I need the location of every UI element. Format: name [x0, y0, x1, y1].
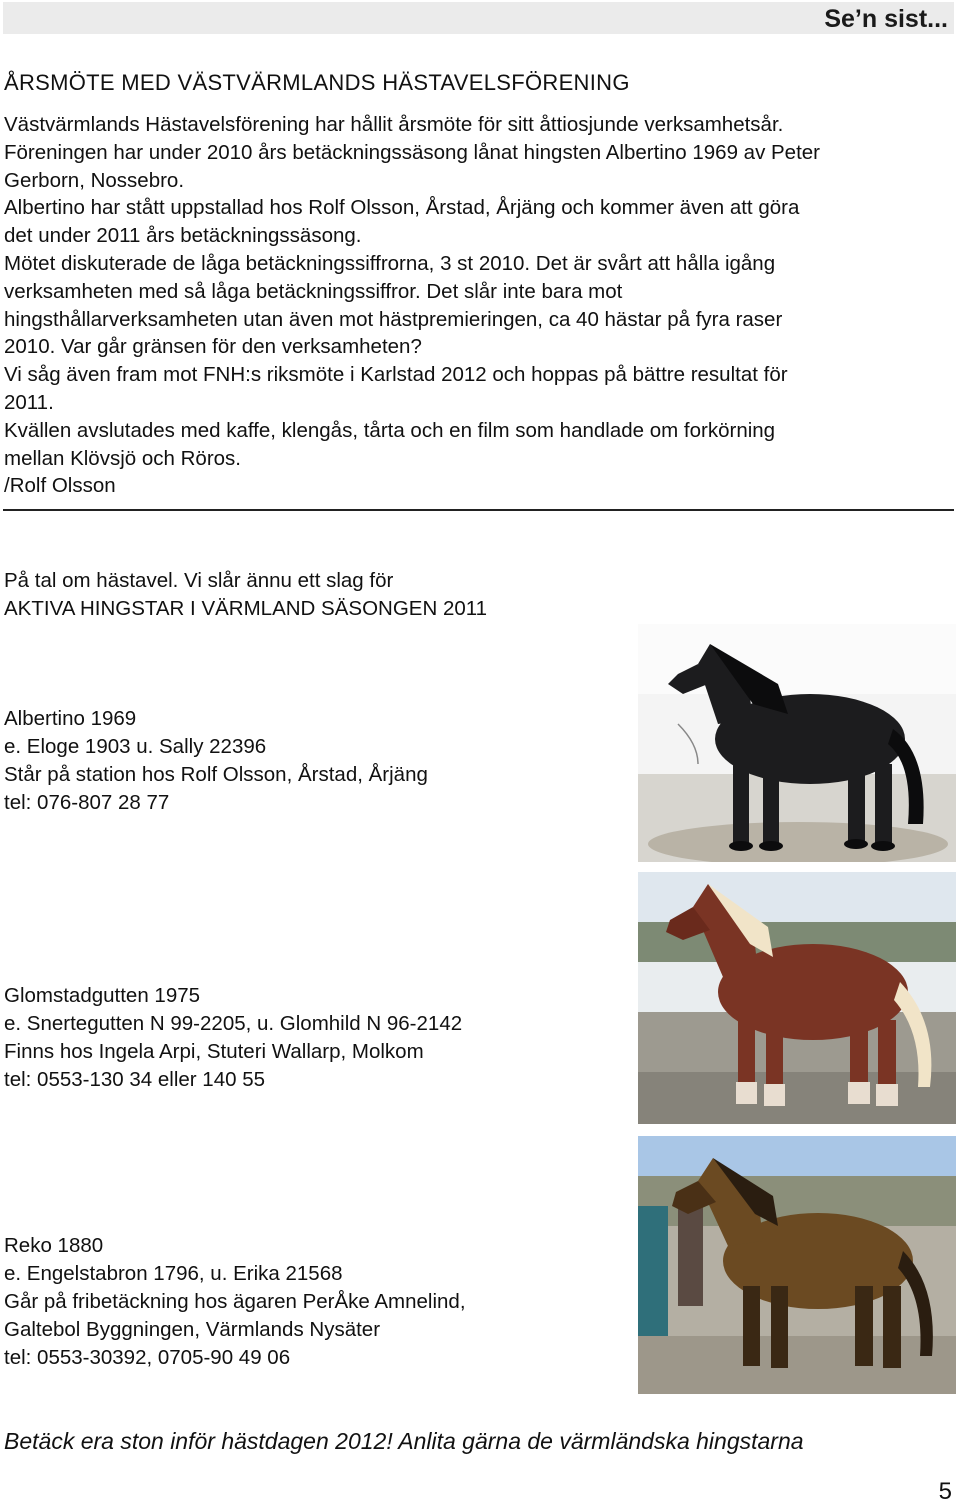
section-divider [3, 509, 954, 511]
page-number: 5 [938, 1478, 952, 1505]
dun-horse-image [638, 1136, 956, 1394]
chestnut-horse-image [638, 872, 956, 1124]
stallions-intro [4, 567, 487, 623]
article-line: hingsthållarverksamheten utan även mot hästpremieringen, ca 40 hästar på fyra raser [4, 307, 783, 331]
article-line: Västvärmlands Hästavelsförening har hållit årsmöte för sitt åttiosjunde verksamhetsår. [4, 113, 784, 136]
footer-note: Betäck era ston inför hästdagen 2012! Anlita gärna de värmländska hingstarna [4, 1428, 804, 1454]
stallion-phone: tel: 0553-130 34 eller 140 55 [4, 1068, 266, 1091]
article-line: Mötet diskuterade de låga betäckningssiffrorna, 3 st 2010. Det är svårt att hålla igång [4, 251, 776, 275]
intro-line: På tal om hästavel. Vi slår ännu ett slag för [4, 569, 394, 592]
stallion-name: Albertino 1969 [4, 707, 137, 730]
stallion-entry-glomstadgutten [4, 982, 462, 1094]
article-heading: ÅRSMÖTE MED VÄSTVÄRMLANDS HÄSTAVELSFÖRENING [4, 70, 630, 95]
stallion-name: Glomstadgutten 1975 [4, 984, 201, 1007]
article-line: mellan Klövsjö och Röros. [4, 446, 241, 470]
stallion-phone: tel: 0553-30392, 0705-90 49 06 [4, 1346, 291, 1369]
stallion-location: Galtebol Byggningen, Värmlands Nysäter [4, 1318, 381, 1341]
article-line: det under 2011 års betäckningssäsong. [4, 224, 362, 248]
article-line: 2010. Var går gränsen för den verksamheten? [4, 335, 422, 359]
article-body [4, 111, 949, 500]
stallion-location: Finns hos Ingela Arpi, Stuteri Wallarp, Molkom [4, 1040, 424, 1063]
horse-photo-albertino [638, 624, 956, 862]
stallion-pedigree: e. Snertegutten N 99-2205, u. Glomhild N 96-2142 [4, 1012, 463, 1035]
black-horse-image [638, 624, 956, 862]
horse-photo-reko [638, 1136, 956, 1394]
stallion-location: Går på fribetäckning hos ägaren PerÅke Amnelind, [4, 1290, 466, 1313]
header-title: Se’n sist... [824, 5, 948, 33]
article-line: verksamheten med så låga betäckningssiffror. Det slår inte bara mot [4, 279, 623, 303]
article-line: Kvällen avslutades med kaffe, klengås, tårta och en film som handlade om forkörning [4, 418, 776, 442]
stallion-entry-albertino [4, 705, 428, 817]
stallion-location: Står på station hos Rolf Olsson, Årstad, Årjäng [4, 763, 428, 786]
article-line: Vi såg även fram mot FNH:s riksmöte i Karlstad 2012 och hoppas på bättre resultat för [4, 363, 788, 387]
article-signature: /Rolf Olsson [4, 474, 116, 498]
article-line: Gerborn, Nossebro. [4, 168, 185, 192]
header-bar [3, 2, 954, 34]
stallions-heading: AKTIVA HINGSTAR I VÄRMLAND SÄSONGEN 2011 [4, 597, 488, 620]
stallion-entry-reko [4, 1232, 466, 1372]
stallion-pedigree: e. Eloge 1903 u. Sally 22396 [4, 735, 267, 758]
article-line: Albertino har stått uppstallad hos Rolf Olsson, Årstad, Årjäng och kommer även att göra [4, 196, 800, 220]
article-line: 2011. [4, 390, 54, 414]
horse-photo-glomstadgutten [638, 872, 956, 1124]
article-line: Föreningen har under 2010 års betäckningssäsong lånat hingsten Albertino 1969 av Peter [4, 140, 821, 164]
stallion-pedigree: e. Engelstabron 1796, u. Erika 21568 [4, 1262, 343, 1285]
stallion-name: Reko 1880 [4, 1234, 104, 1257]
stallion-phone: tel: 076-807 28 77 [4, 791, 170, 814]
